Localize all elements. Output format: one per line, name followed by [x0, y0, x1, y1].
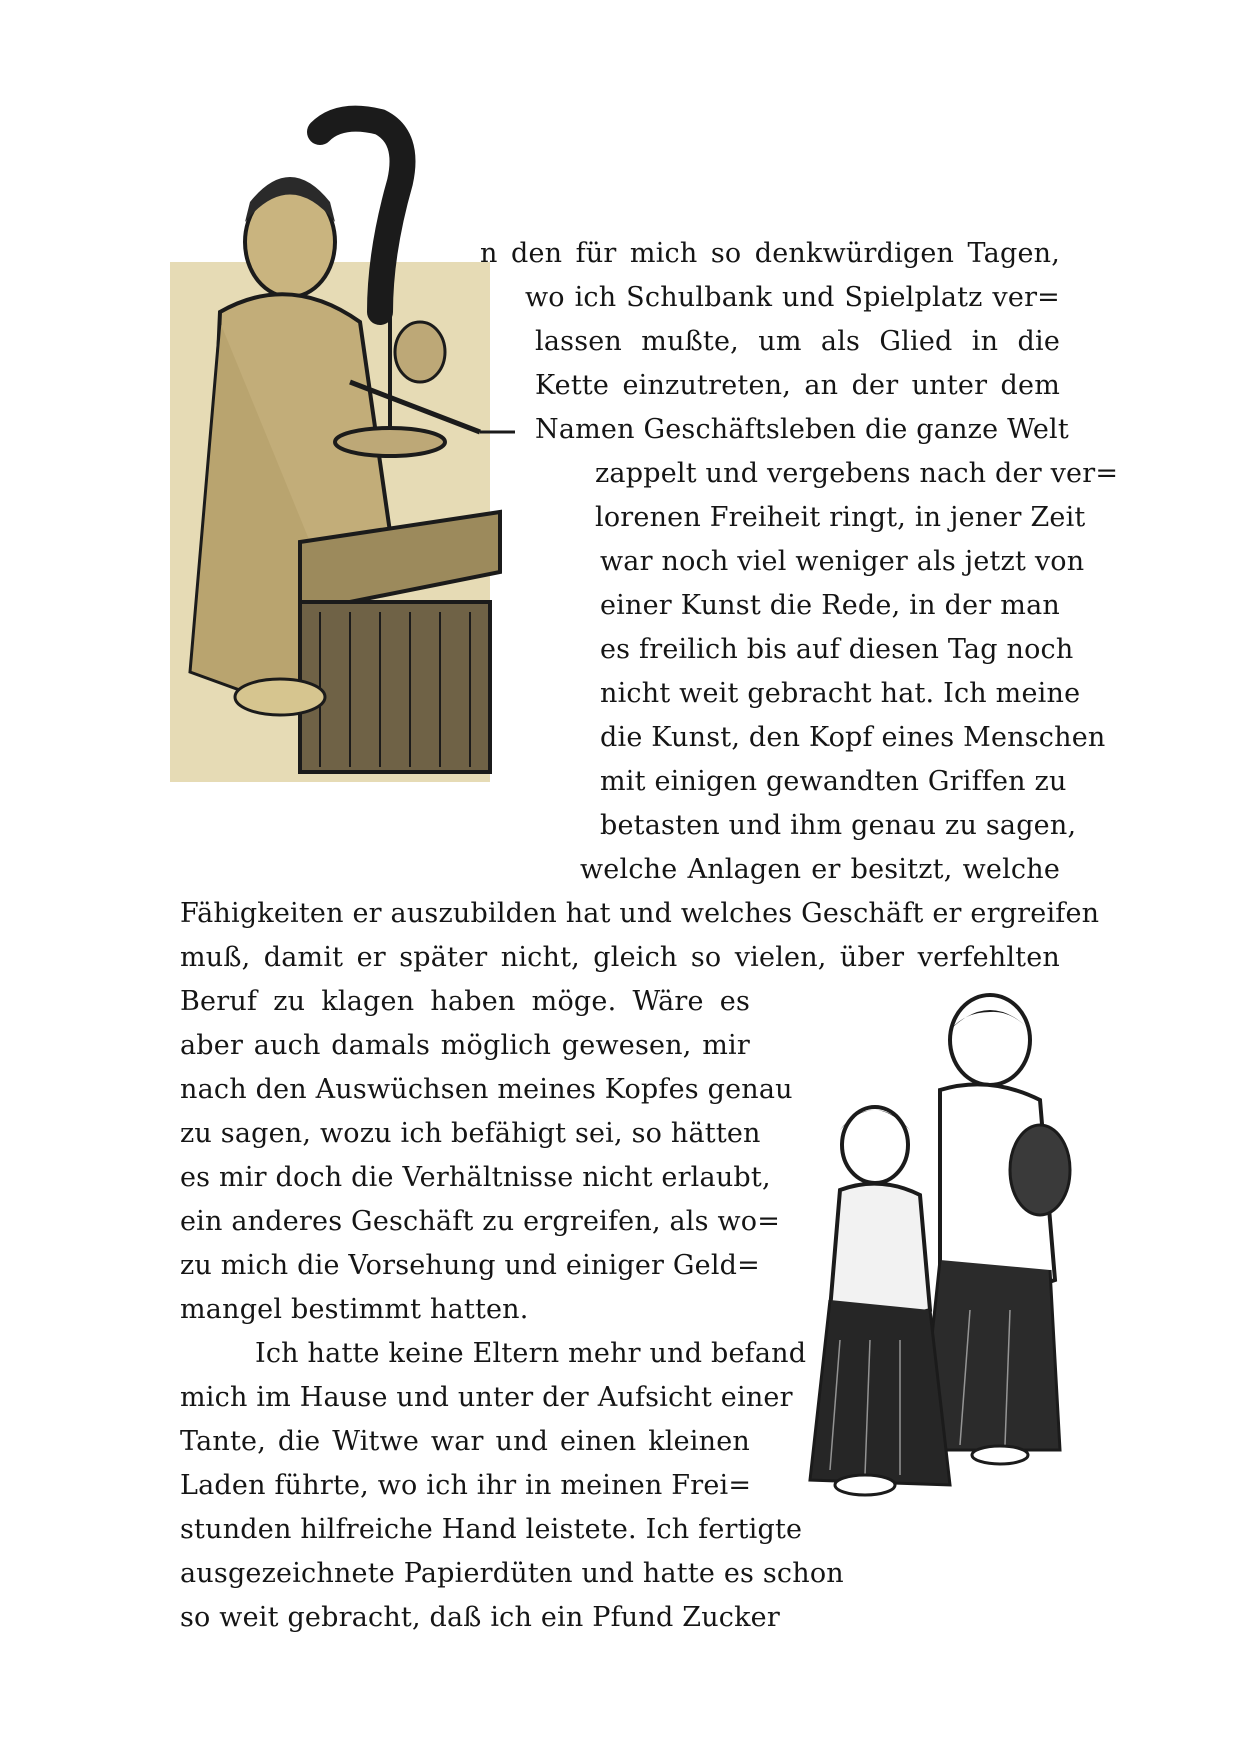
text-line: wo ich Schulbank und Spielplatz ver=: [525, 282, 1060, 313]
text-line: welche Anlagen er besitzt, welche: [580, 854, 1060, 885]
text-line: ausgezeichnete Papierdüten und hatte es schon: [180, 1558, 844, 1589]
text-line: lassen mußte, um als Glied in die: [535, 326, 1060, 357]
text-line: es mir doch die Verhältnisse nicht erlaubt,: [180, 1162, 771, 1193]
text-line: nach den Auswüchsen meines Kopfes genau: [180, 1074, 793, 1105]
text-line: stunden hilfreiche Hand leistete. Ich fertigte: [180, 1514, 803, 1545]
text-line: mit einigen gewandten Griffen zu: [600, 766, 1067, 797]
text-line: mich im Hause und unter der Aufsicht einer: [180, 1382, 793, 1413]
text-line: Laden führte, wo ich ihr in meinen Frei=: [180, 1470, 752, 1501]
text-line: n den für mich so denkwürdigen Tagen,: [480, 238, 1060, 269]
text-line: zappelt und vergebens nach der ver=: [595, 458, 1119, 489]
text-line: muß, damit er später nicht, gleich so vielen, über verfehlten: [180, 942, 1060, 973]
text-line: es freilich bis auf diesen Tag noch: [600, 634, 1074, 665]
text-line: nicht weit gebracht hat. Ich meine: [600, 678, 1081, 709]
text-line: Kette einzutreten, an der unter dem: [535, 370, 1060, 401]
text-line: Beruf zu klagen haben möge. Wäre es: [180, 986, 750, 1017]
text-line: lorenen Freiheit ringt, in jener Zeit: [595, 502, 1086, 533]
text-line: war noch viel weniger als jetzt von: [600, 546, 1085, 577]
text-line: zu mich die Vorsehung und einiger Geld=: [180, 1250, 760, 1281]
text-line: Namen Geschäftsleben die ganze Welt: [535, 414, 1069, 445]
text-line: einer Kunst die Rede, in der man: [600, 590, 1060, 621]
text-line: Ich hatte keine Eltern mehr und befand: [255, 1338, 807, 1369]
text-line: Tante, die Witwe war und einen kleinen: [180, 1426, 750, 1457]
text-line: zu sagen, wozu ich befähigt sei, so hätten: [180, 1118, 761, 1149]
text-line: Fähigkeiten er auszubilden hat und welches Geschäft er ergreifen: [180, 898, 1100, 929]
text-line: ein anderes Geschäft zu ergreifen, als wo=: [180, 1206, 781, 1237]
woman-weighing-icon: [150, 112, 520, 792]
two-girls-icon: [800, 980, 1100, 1500]
text-line: so weit gebracht, daß ich ein Pfund Zucker: [180, 1602, 780, 1633]
illustration-two-girls: [800, 980, 1100, 1500]
text-line: die Kunst, den Kopf eines Menschen: [600, 722, 1106, 753]
text-line: mangel bestimmt hatten.: [180, 1294, 529, 1325]
illustration-shopkeeper: [150, 112, 520, 792]
text-line: aber auch damals möglich gewesen, mir: [180, 1030, 750, 1061]
text-line: betasten und ihm genau zu sagen,: [600, 810, 1077, 841]
